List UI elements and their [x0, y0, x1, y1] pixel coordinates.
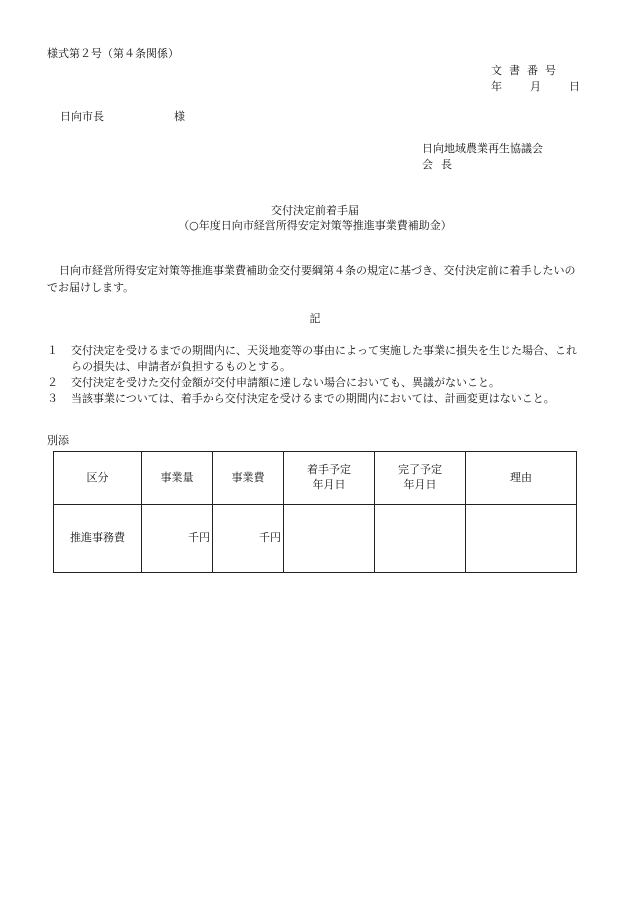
cell-start-date[interactable] [284, 505, 375, 573]
header-category: 区分 [54, 452, 142, 505]
date-year: 年 [491, 80, 502, 93]
conditions-list [47, 343, 587, 407]
header-cost: 事業費 [213, 452, 284, 505]
list-item [47, 391, 587, 407]
body-paragraph: 日向市経営所得安定対策等推進事業費補助金交付要綱第４条の規定に基づき、交付決定前に着手したいのでお届けします。 [47, 264, 576, 294]
document-number-label: 文書番号 [491, 64, 563, 77]
date-day: 日 [569, 80, 580, 93]
document-title: 交付決定前着手届 [271, 204, 359, 217]
list-item [47, 343, 587, 375]
item-number: ２ [47, 375, 58, 389]
list-item [47, 375, 587, 391]
sender-role: 会長 [422, 158, 460, 171]
addressee-honorific: 様 [174, 110, 185, 123]
header-end-date: 完了予定 年月日 [375, 452, 466, 505]
cell-cost[interactable]: 千円 [213, 505, 284, 573]
attachment-table [53, 451, 577, 573]
cell-reason[interactable] [466, 505, 577, 573]
item-text: 交付決定を受けた交付金額が交付申請額に達しない場合においても、異議がないこと。 [71, 375, 500, 389]
table-row [54, 505, 577, 573]
form-number: 様式第２号（第４条関係） [47, 47, 179, 60]
sender-organization: 日向地域農業再生協議会 [422, 142, 543, 155]
header-start-date: 着手予定 年月日 [284, 452, 375, 505]
date-month: 月 [530, 80, 541, 93]
item-number: １ [47, 344, 58, 357]
addressee-name: 日向市長 [60, 110, 104, 123]
item-text: 交付決定を受けるまでの期間内に、天災地変等の事由によって実施した事業に損失を生じた場合、これらの損失は、申請者が負担するものとする。 [71, 344, 577, 373]
document-subtitle: （○年度日向市経営所得安定対策等推進事業費補助金） [178, 219, 452, 232]
item-text: 当該事業については、着手から交付決定を受けるまでの期間内においては、計画変更はないこと。 [71, 391, 555, 405]
item-number: ３ [47, 391, 58, 405]
attachment-label: 別添 [47, 434, 69, 447]
header-reason: 理由 [466, 452, 577, 505]
cell-end-date[interactable] [375, 505, 466, 573]
date-line [491, 80, 580, 95]
addressee [60, 110, 185, 125]
ki-heading: 記 [309, 312, 321, 325]
cell-category: 推進事務費 [54, 505, 142, 573]
header-quantity: 事業量 [142, 452, 213, 505]
table-header-row [54, 452, 577, 505]
cell-quantity[interactable]: 千円 [142, 505, 213, 573]
